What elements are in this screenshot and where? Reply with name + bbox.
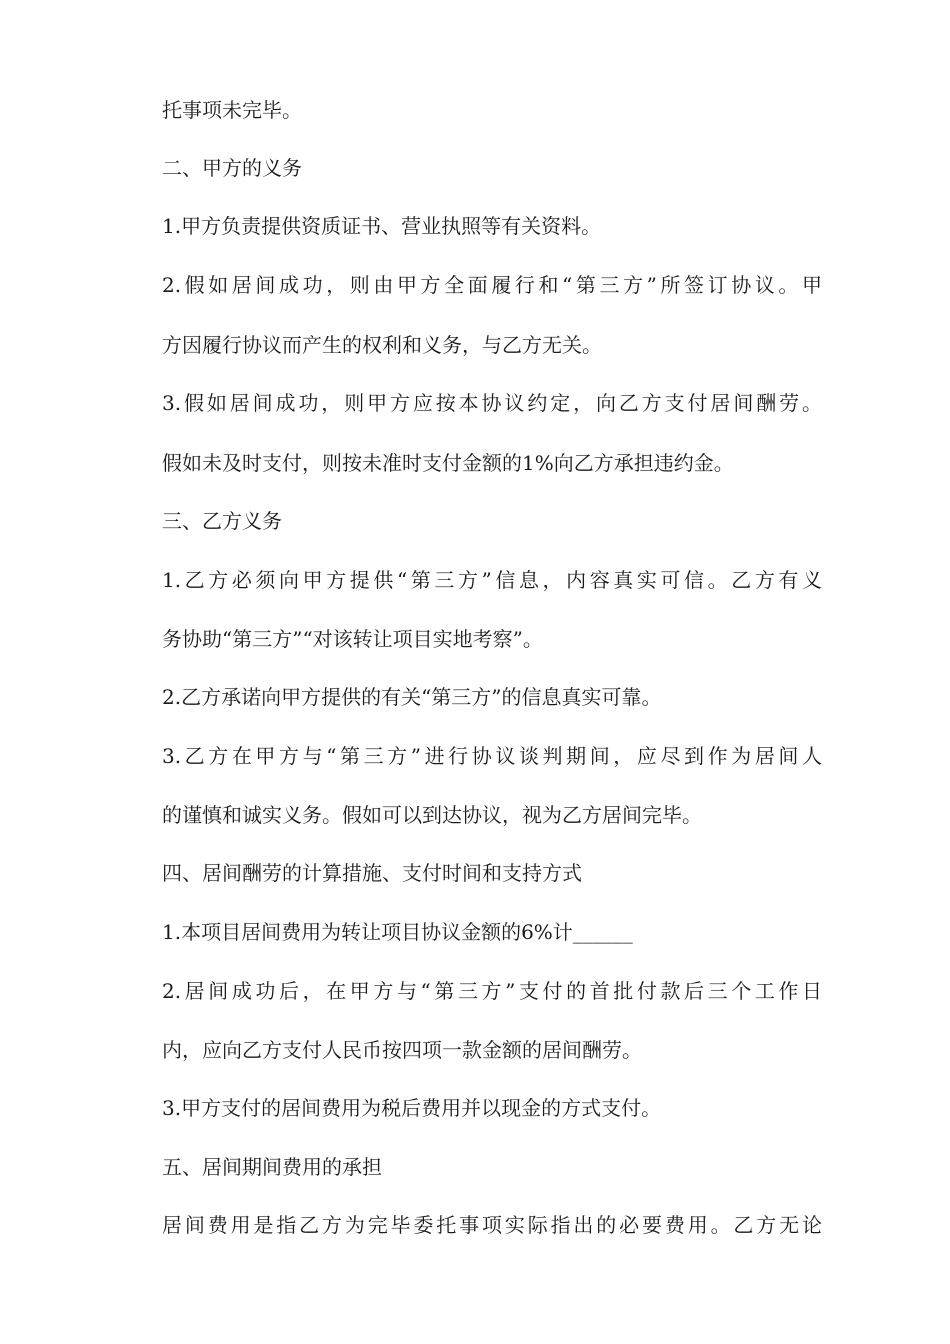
text-line: 方因履行协议而产生的权利和义务，与乙方无关。	[162, 333, 602, 357]
text-line: 3.甲方支付的居间费用为税后费用并以现金的方式支付。	[162, 1096, 662, 1120]
text-line: 2.乙方承诺向甲方提供的有关“第三方”的信息真实可靠。	[162, 685, 662, 709]
text-line: 3.假如居间成功，则甲方应按本协议约定，向乙方支付居间酬劳。	[162, 391, 822, 415]
text-line: 2.假如居间成功，则由甲方全面履行和“第三方”所签订协议。甲	[162, 273, 822, 297]
section-heading-party-a-obligations: 二、甲方的义务	[162, 156, 302, 180]
text-line: 假如未及时支付，则按未准时支付金额的1%向乙方承担违约金。	[162, 451, 734, 475]
text-line: 2.居间成功后，在甲方与“第三方”支付的首批付款后三个工作日	[162, 979, 822, 1003]
text-line: 3.乙方在甲方与“第三方”进行协议谈判期间，应尽到作为居间人	[162, 744, 822, 768]
text-line: 居间费用是指乙方为完毕委托事项实际指出的必要费用。乙方无论	[162, 1213, 822, 1237]
text-line: 内，应向乙方支付人民币按四项一款金额的居间酬劳。	[162, 1038, 642, 1062]
section-heading-expenses: 五、居间期间费用的承担	[162, 1155, 382, 1179]
text-line: 1.甲方负责提供资质证书、营业执照等有关资料。	[162, 214, 602, 238]
text-line: 1.乙方必须向甲方提供“第三方”信息，内容真实可信。乙方有义	[162, 568, 822, 592]
text-line: 的谨慎和诚实义务。假如可以到达协议，视为乙方居间完毕。	[162, 803, 702, 827]
text-line: 务协助“第三方”“对该转让项目实地考察”。	[162, 627, 543, 651]
section-heading-commission: 四、居间酬劳的计算措施、支付时间和支持方式	[162, 861, 582, 885]
section-heading-party-b-obligations: 三、乙方义务	[162, 509, 282, 533]
text-line: 托事项未完毕。	[162, 98, 302, 122]
text-line: 1.本项目居间费用为转让项目协议金额的6%计______	[162, 920, 633, 944]
